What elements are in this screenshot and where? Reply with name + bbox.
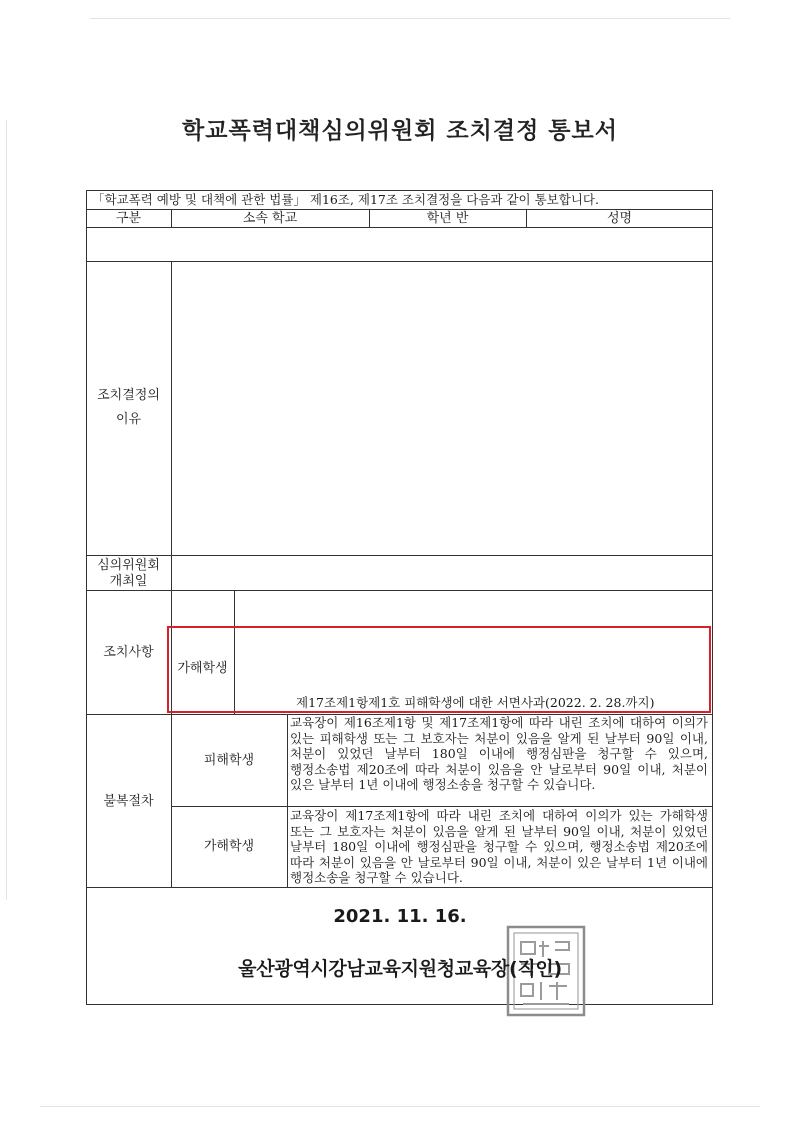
reason-label-line-1: 조치결정의 xyxy=(97,388,160,403)
offender-appeal-text: 교육장이 제17조제1항에 따라 내린 조치에 대하여 이의가 있는 가해학생 또는 그 보호자는 처분이 있음을 알게 된 날부터 90일 이내, 처분이 있었던 날부터 180일 이내에 행정심판을 청구할 수 있으며, 행정소송법 제20조에 따라 처분이 있음을 안 날로부터 90일 이내, 처분이 있은 날부터 1년 이내에 행정소송을 청구할 수 있습니다. xyxy=(290,808,708,886)
appeal-victim-label: 피해학생 xyxy=(203,753,255,768)
reason-label-line-2: 이유 xyxy=(115,412,142,427)
victim-appeal-text: 교육장이 제16조제1항 및 제17조제1항에 따라 내린 조치에 대하여 이의가 있는 피해학생 또는 그 보호자는 처분이 있음을 알게 된 날부터 90일 이내, 처분이 있었던 날부터 180일 이내에 행정심판을 청구할 수 있으며, 행정소송법 제20조에 따라 처분이 있음을 안 날로부터 90일 이내, 처분이 있은 날부터 1년 이내에 행정소송을 청구할 수 있습니다. xyxy=(290,715,708,793)
rule-under-reason xyxy=(86,555,713,556)
header-category: 구분 xyxy=(115,211,142,226)
scan-edge-bottom xyxy=(40,1106,760,1107)
scan-edge-left xyxy=(6,120,7,900)
measure-text: 제17조제1항제1호 피해학생에 대한 서면사과(2022. 2. 28.까지) xyxy=(296,695,655,710)
rule-between-appeals xyxy=(171,806,713,807)
scan-edge-top xyxy=(90,18,730,19)
issuing-authority: 울산광역시강남교육지원청교육장(직인) xyxy=(238,958,562,980)
rule-under-header xyxy=(86,227,713,228)
measures-offender-label: 가해학생 xyxy=(177,661,228,676)
header-name: 성명 xyxy=(606,211,633,226)
label-column-rule xyxy=(171,261,172,887)
measures-label: 조치사항 xyxy=(103,645,154,660)
rule-under-meeting xyxy=(86,590,713,591)
rule-under-appeals xyxy=(86,887,713,888)
appeal-inner-rule xyxy=(287,714,288,887)
intro-text: 「학교폭력 예방 및 대책에 관한 법률」 제16조, 제17조 조치결정을 다음과 같이 통보합니다. xyxy=(92,192,599,207)
highlighted-offender-measure xyxy=(167,626,711,713)
appeal-label: 불복절차 xyxy=(103,794,154,809)
issue-date: 2021. 11. 16. xyxy=(333,906,467,927)
rule-under-blank-row xyxy=(86,261,713,262)
header-grade-class: 학년 반 xyxy=(426,211,469,226)
appeal-offender-label: 가해학생 xyxy=(203,839,255,854)
meeting-label-line-2: 개최일 xyxy=(109,574,148,589)
meeting-label-line-1: 심의위원회 xyxy=(97,558,160,573)
document-title: 학교폭력대책심의위원회 조치결정 통보서 xyxy=(182,118,618,144)
header-school: 소속 학교 xyxy=(242,211,298,226)
